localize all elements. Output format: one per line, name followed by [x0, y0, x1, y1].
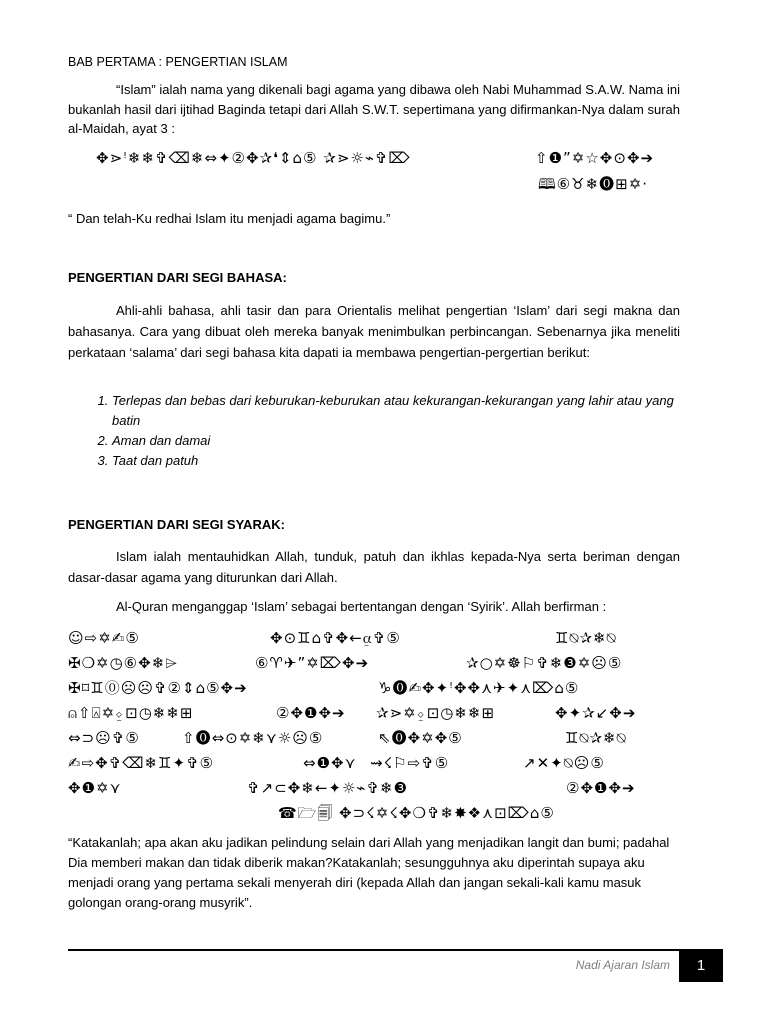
verse-2-row-1-col-2: ✥⊙♊⌂✞✥←⍶✞⑤ [270, 629, 401, 647]
verse-2-row-2-col-2: ⑥♈✈”✡⌦✥➔ [255, 654, 370, 672]
page-number-badge [679, 949, 723, 982]
verse-2-row-8: ☎🗁🗐 ✥⊃☇✡☇✥❍✞❄✸❖⋏⊡⌦⌂⑤ [278, 804, 555, 822]
footer-title: Nadi Ajaran Islam [575, 958, 670, 972]
verse-2-row-3-col-1: ✠⌑♊⓪☹☹✞②⇕⌂⑤✥➔ [68, 679, 248, 697]
verse-2-row-5-col-1: ⇔⊃☹✞⑤ [68, 729, 140, 747]
verse-2-row-1-col-1: ☺⇨✡✍⑤ [68, 629, 140, 647]
section-heading-bahasa: PENGERTIAN DARI SEGI BAHASA: [68, 270, 287, 285]
list-item: 3. Taat dan patuh [112, 451, 680, 471]
verse-2-row-7-col-2: ✞↗⊂✥❄←✦☼⌁✞❄❸ [247, 779, 409, 797]
page-number: 1 [696, 957, 706, 974]
verse-2-row-5-col-2: ⇧⓿⇔⊙✡❄⋎☼☹⑤ [182, 729, 324, 747]
verse-2-row-5-col-3: ⇖⓿✥✡✥⑤ [378, 729, 463, 747]
verse-2-row-7-col-1: ✥❶✡⋎ [68, 779, 122, 797]
verse-1-line-1-right: ⇧❶”✡☆✥⊙✥➔ [535, 149, 655, 167]
section-heading-syarak: PENGERTIAN DARI SEGI SYARAK: [68, 517, 285, 532]
verse-2-row-4-col-4: ✥✦✰↙✥➔ [555, 704, 637, 722]
verse-2-row-6-col-1: ✍⇨✥✞⌫❄♊✦✞⑤ [68, 754, 215, 772]
verse-2-translation: “Katakanlah; apa akan aku jadikan pelindung selain dari Allah yang menjadikan langit dan bumi; padahal Dia memberi makan dan tidak diberik makan?Katakanlah; sesungguhnya aku diperintah supaya aku menjadi orang yang pertama sekali menyerah diri (kepada Allah dan jangan sekali-kali kamu masuk golongan orang-orang musyrik”. [68, 835, 670, 910]
list-item: 2. Aman dan damai [112, 431, 680, 451]
intro-paragraph: “Islam” ialah nama yang dikenali bagi agama yang dibawa oleh Nabi Muhammad S.A.W. Nama ini bukanlah hasil dari ijtihad Baginda tetapi dari Allah S.W.T. sepertimana yang difirmankan-Nya dalam surah al-Maidah, ayat 3 : [68, 82, 680, 136]
verse-2-row-6-col-2: ⇔❶✥⋎ [303, 754, 357, 772]
verse-2-row-6-col-4: ↗✕✦⍉☹⑤ [523, 754, 605, 772]
bahasa-paragraph: Ahli-ahli bahasa, ahli tasir dan para Orientalis melihat pengertian ‘Islam’ dari segi makna dan bahasanya. Cara yang dibuat oleh mereka banyak menimbulkan perbincangan. Sebenarnya jika meneliti perkataan ‘salama’ dari segi bahasa kita dapati ia membawa pengertian-pergertian berikut: [68, 303, 680, 360]
verse-1-translation: “ Dan telah-Ku redhai Islam itu menjadi agama bagimu.” [68, 211, 391, 226]
verse-2-row-4-col-2: ②✥❶✥➔ [276, 704, 346, 722]
chapter-heading: BAB PERTAMA : PENGERTIAN ISLAM [68, 55, 288, 69]
quran-paragraph: Al-Quran menganggap ‘Islam’ sebagai bertentangan dengan ‘Syirik’. Allah berfirman : [116, 599, 607, 614]
verse-2-row-4-col-1: ⍝⇧⍓✡⍚⊡◷❄❄⊞ [68, 704, 194, 722]
verse-2-row-2-col-3: ✰○✡☸⚐✞❄❸✡☹⑤ [466, 654, 623, 672]
verse-2-row-5-col-4: ♊⍉✰❄⍉ [565, 729, 627, 747]
verse-2-row-4-col-3: ✰⋗✡⍚⊡◷❄❄⊞ [376, 704, 496, 722]
footer-divider [68, 949, 723, 951]
verse-1-line-2-right: 🕮⑥♉❄⓿⊞✡· [538, 175, 649, 193]
verse-2-row-1-col-3: ♊⍉✰❄⍉ [555, 629, 617, 647]
verse-2-row-7-col-3: ②✥❶✥➔ [566, 779, 636, 797]
list-item: 1. Terlepas dan bebas dari keburukan-keburukan atau kekurangan-kekurangan yang lahir atau yang batin [112, 391, 680, 431]
verse-2-row-3-col-3: ♑⓿✍✥✦ꜝ✥✥⋏✈✦⋏⌦⌂⑤ [378, 679, 580, 697]
syarak-paragraph: Islam ialah mentauhidkan Allah, tunduk, patuh dan ikhlas kepada-Nya serta beriman dengan dasar-dasar agama yang diturunkan dari Allah. [68, 549, 680, 585]
verse-1-line-1-left: ✥⋗ꜝ❄❄✞⌫❄⇔✦②✥✰❛⇕⌂⑤ ✰⋗☼⌁✞⌦ [96, 149, 411, 167]
verse-2-row-6-col-3: ⇝☇⚐⇨✞⑤ [370, 754, 450, 772]
verse-2-row-2-col-1: ✠❍✡◷⑥✥❄⌲ [68, 654, 178, 672]
bahasa-meaning-list [68, 391, 680, 471]
